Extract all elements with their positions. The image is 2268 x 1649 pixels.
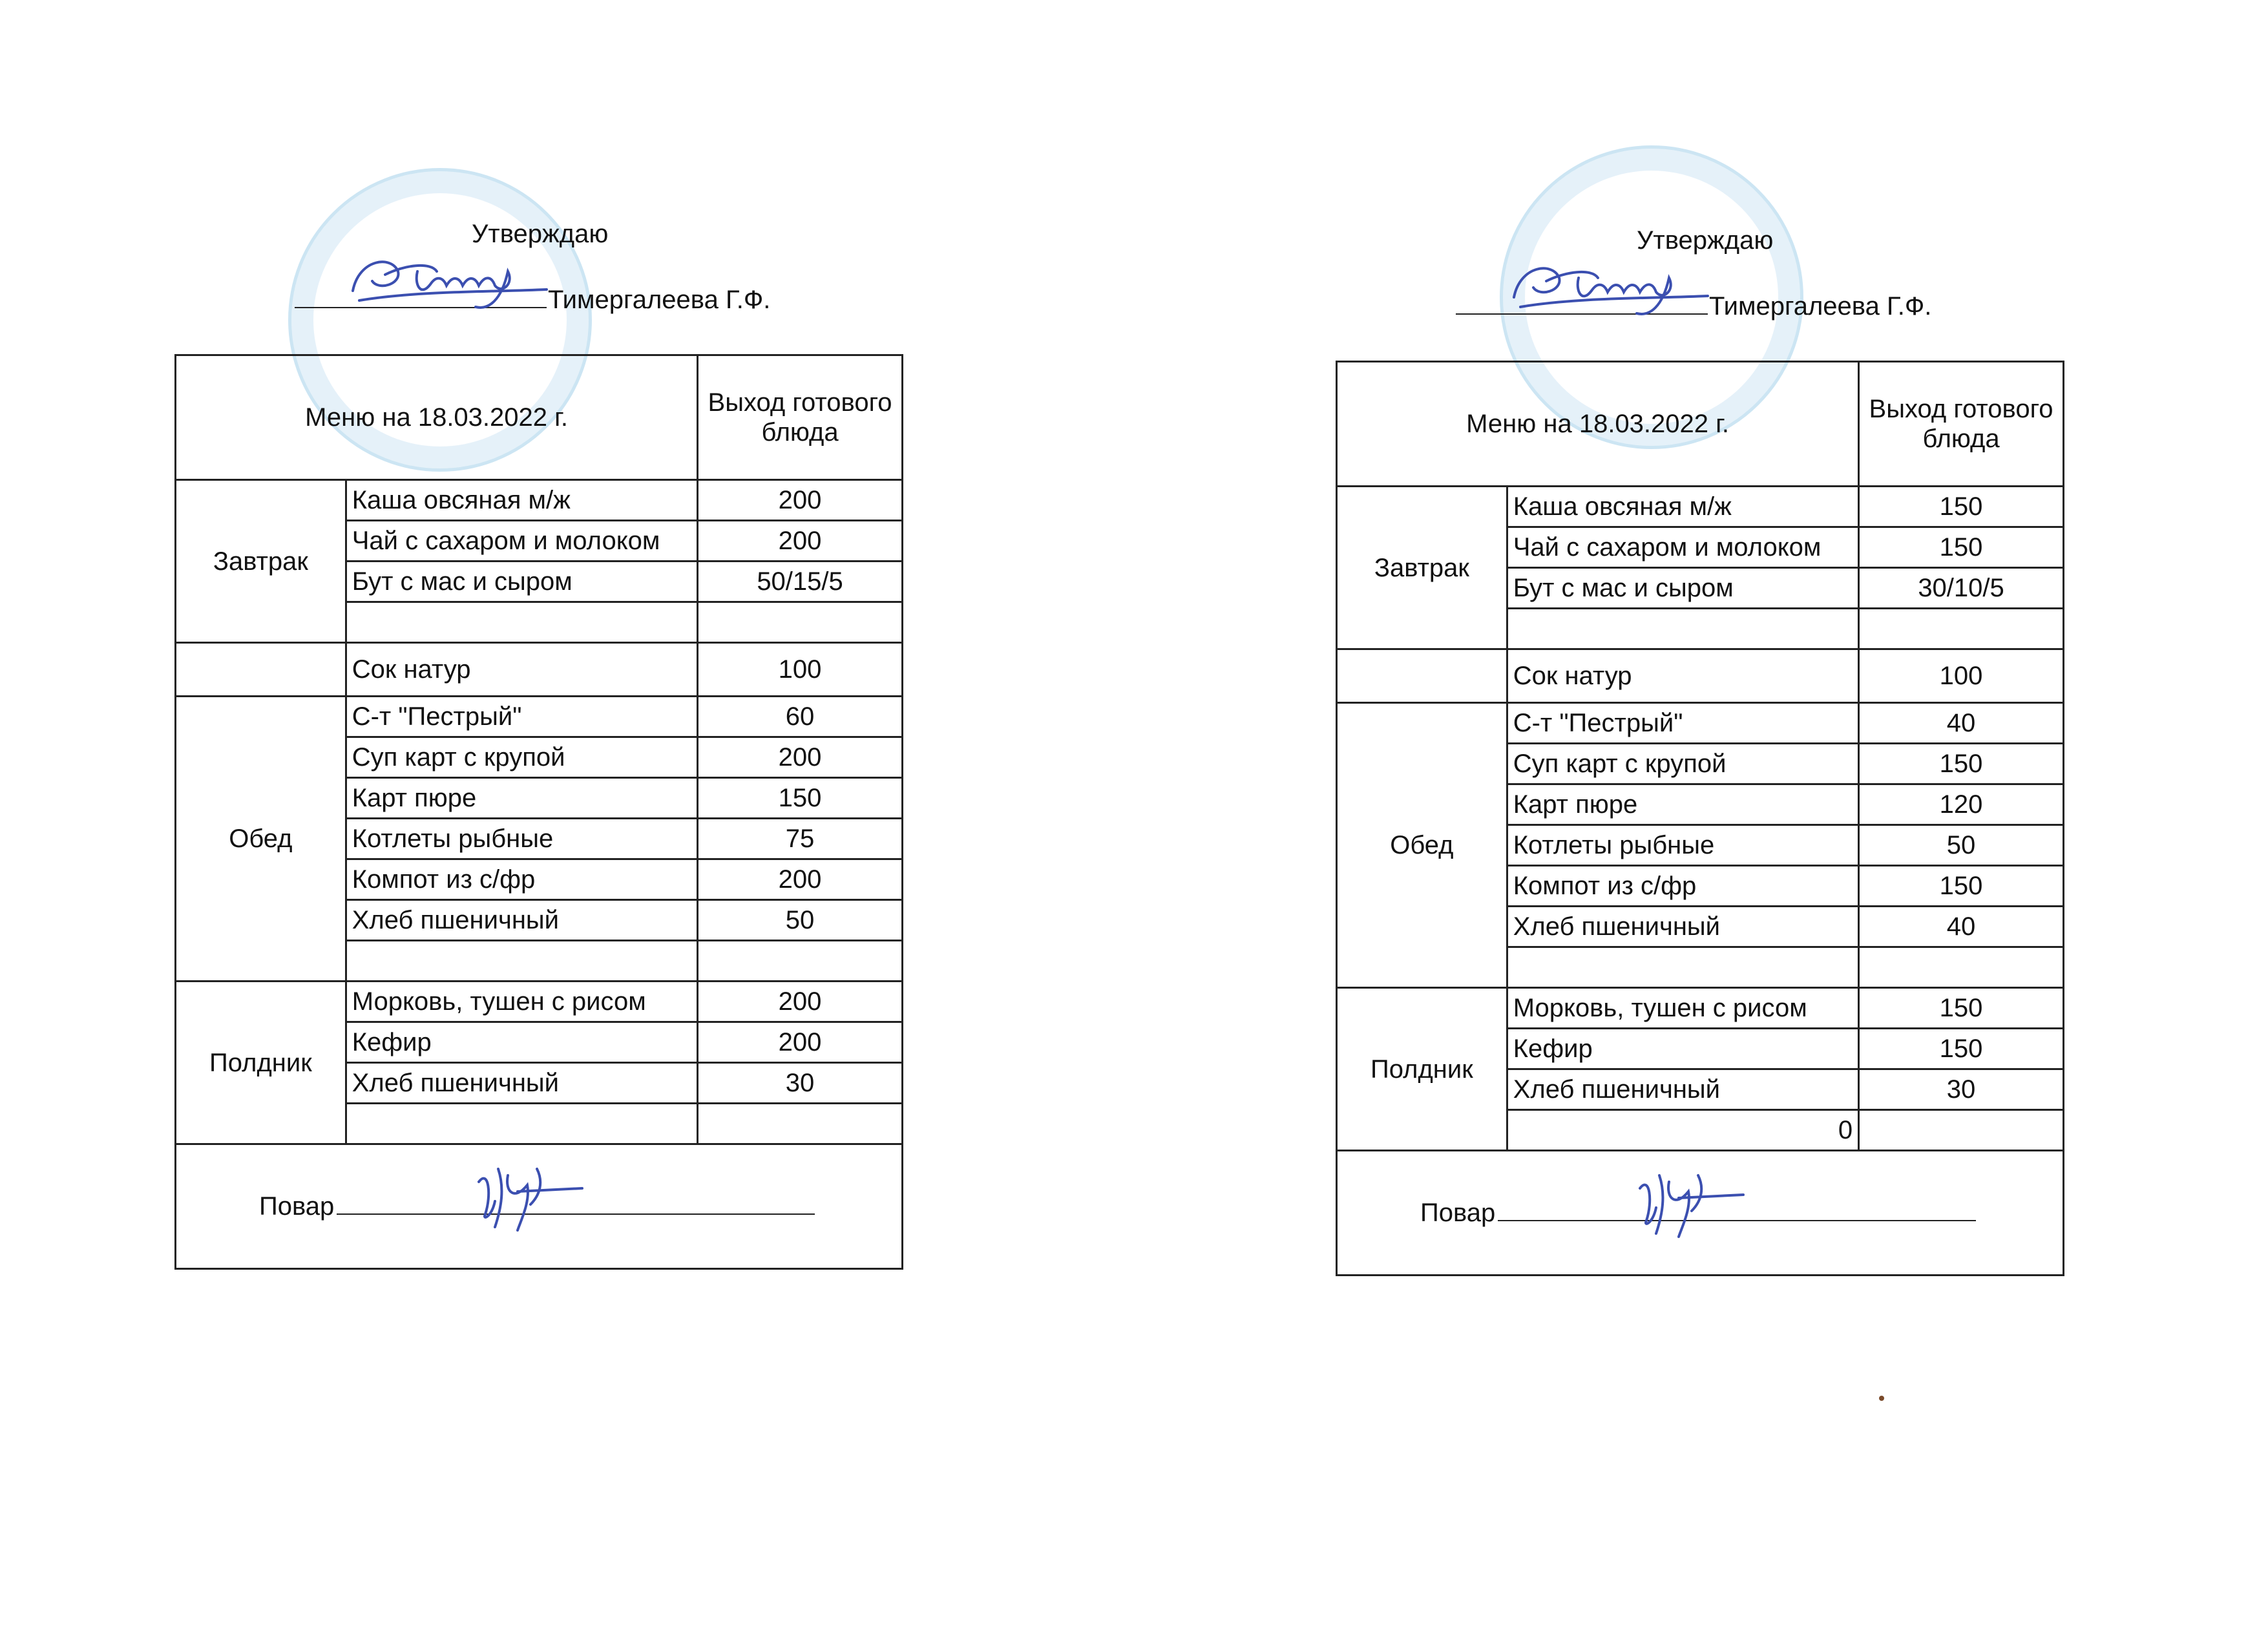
qty-cell: 150 (1859, 1029, 2064, 1069)
qty-cell: 40 (1859, 703, 2064, 744)
dish-cell: С-т "Пестрый" (1507, 703, 1858, 744)
dish-cell (1507, 609, 1858, 649)
dish-cell: Кефир (346, 1022, 697, 1063)
dish-cell: Хлеб пшеничный (346, 1063, 697, 1104)
qty-cell: 30 (1859, 1069, 2064, 1110)
dish-cell: Каша овсяная м/ж (346, 480, 697, 521)
dish-cell (346, 941, 697, 982)
dish-cell: Сок натур (346, 643, 697, 697)
dish-cell: Карт пюре (1507, 784, 1858, 825)
paper-speck (1879, 1396, 1884, 1401)
cook-signature-row (176, 1144, 903, 1269)
yield-header: Выход готового блюда (1859, 362, 2064, 487)
dish-cell (346, 1104, 697, 1144)
meal-lunch: Обед (1337, 703, 1507, 988)
meal-empty (176, 643, 346, 697)
qty-cell: 200 (698, 480, 903, 521)
qty-cell: 120 (1859, 784, 2064, 825)
approver-name: Тимергалеева Г.Ф. (548, 286, 771, 314)
approver-signature (1501, 252, 1721, 323)
qty-cell (1859, 609, 2064, 649)
yield-header: Выход готового блюда (698, 355, 903, 480)
cook-label: Повар (1420, 1199, 1496, 1227)
dish-cell: Каша овсяная м/ж (1507, 487, 1858, 527)
dish-cell: Бут с мас и сыром (1507, 568, 1858, 609)
dish-cell: Кефир (1507, 1029, 1858, 1069)
dish-cell: Котлеты рыбные (346, 819, 697, 859)
approval-title: Утверждаю (472, 220, 609, 248)
qty-cell: 50/15/5 (698, 562, 903, 602)
meal-snack: Полдник (1337, 988, 1507, 1151)
dish-cell: Компот из с/фр (346, 859, 697, 900)
qty-cell: 100 (1859, 649, 2064, 703)
meal-empty (1337, 649, 1507, 703)
cook-line (1343, 1198, 2057, 1228)
qty-cell: 200 (698, 521, 903, 562)
cook-signature-row (1337, 1151, 2064, 1276)
qty-cell: 200 (698, 982, 903, 1022)
cook-signature (466, 1156, 608, 1234)
dish-cell: Карт пюре (346, 778, 697, 819)
dish-cell: Суп карт с крупой (346, 737, 697, 778)
qty-cell: 50 (1859, 825, 2064, 866)
approval-title: Утверждаю (1637, 226, 1774, 255)
menu-date-title: Меню на 18.03.2022 г. (176, 355, 698, 480)
dish-cell: Бут с мас и сыром (346, 562, 697, 602)
dish-cell: Хлеб пшеничный (1507, 907, 1858, 947)
qty-cell: 40 (1859, 907, 2064, 947)
qty-cell: 150 (1859, 866, 2064, 907)
approver-signature (340, 246, 560, 317)
qty-cell: 50 (698, 900, 903, 941)
qty-cell: 150 (698, 778, 903, 819)
qty-cell (698, 941, 903, 982)
dish-cell: Морковь, тушен с рисом (346, 982, 697, 1022)
meal-breakfast: Завтрак (176, 480, 346, 643)
dish-cell: Хлеб пшеничный (1507, 1069, 1858, 1110)
qty-cell: 30 (698, 1063, 903, 1104)
meal-breakfast: Завтрак (1337, 487, 1507, 649)
dish-cell: Компот из с/фр (1507, 866, 1858, 907)
meal-lunch: Обед (176, 697, 346, 982)
dish-cell: Котлеты рыбные (1507, 825, 1858, 866)
qty-cell: 150 (1859, 527, 2064, 568)
dish-cell: Чай с сахаром и молоком (1507, 527, 1858, 568)
qty-cell (1859, 1110, 2064, 1151)
dish-cell (346, 602, 697, 643)
qty-cell: 200 (698, 737, 903, 778)
dish-cell: Чай с сахаром и молоком (346, 521, 697, 562)
dish-cell: Морковь, тушен с рисом (1507, 988, 1858, 1029)
dish-cell: Хлеб пшеничный (346, 900, 697, 941)
dish-cell: Сок натур (1507, 649, 1858, 703)
menu-table (174, 354, 903, 1270)
qty-cell: 60 (698, 697, 903, 737)
meal-snack: Полдник (176, 982, 346, 1144)
qty-cell: 150 (1859, 487, 2064, 527)
dish-cell: Суп карт с крупой (1507, 744, 1858, 784)
menu-date-title: Меню на 18.03.2022 г. (1337, 362, 1859, 487)
qty-cell (698, 602, 903, 643)
qty-cell: 30/10/5 (1859, 568, 2064, 609)
dish-cell: 0 (1507, 1110, 1858, 1151)
cook-line (182, 1192, 896, 1221)
approver-name: Тимергалеева Г.Ф. (1709, 292, 1932, 320)
cook-label: Повар (259, 1192, 335, 1221)
qty-cell: 150 (1859, 988, 2064, 1029)
cook-signature (1627, 1162, 1769, 1240)
qty-cell (698, 1104, 903, 1144)
menu-table (1336, 361, 2064, 1276)
dish-cell (1507, 947, 1858, 988)
qty-cell: 75 (698, 819, 903, 859)
qty-cell: 200 (698, 1022, 903, 1063)
qty-cell: 200 (698, 859, 903, 900)
qty-cell (1859, 947, 2064, 988)
qty-cell: 100 (698, 643, 903, 697)
dish-cell: С-т "Пестрый" (346, 697, 697, 737)
qty-cell: 150 (1859, 744, 2064, 784)
